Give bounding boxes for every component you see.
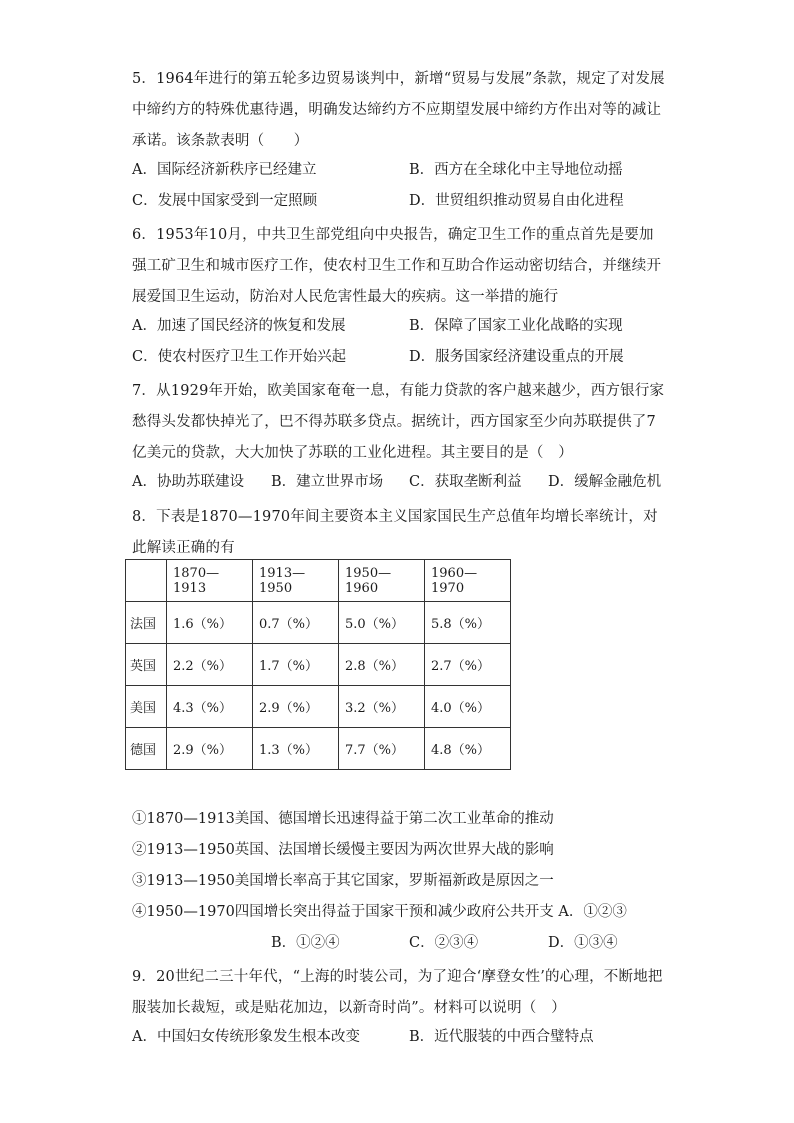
q7-option-d[interactable]: D．缓解金融危机 [548,474,662,490]
table-header-cell: 1870—1913 [167,560,253,602]
table-header-cell: 1913—1950 [253,560,339,602]
table-header-cell: 1950—1960 [339,560,425,602]
question-8-stem: 8．下表是1870—1970年间主要资本主义国家国民生产总值年均增长率统计，对此解读正确的有 [132,509,658,556]
table-row [126,602,511,644]
table-row [126,686,511,728]
q9-option-b[interactable]: B．近代服装的中西合璧特点 [409,1029,594,1045]
table-cell: 2.9（%） [253,686,339,728]
table-header-row [126,560,511,602]
question-6-stem: 6．1953年10月，中共卫生部党组向中央报告，确定卫生工作的重点首先是要加强工矿卫生和城市医疗工作，使农村卫生工作和互助合作运动密切结合，并继续开展爱国卫生运动，防治对人民危害性最大的疾病。这一举措的施行 [132,227,662,305]
table-cell: 2.8（%） [339,644,425,686]
q6-option-d[interactable]: D．服务国家经济建设重点的开展 [409,349,624,365]
table-cell: 7.7（%） [339,728,425,770]
table-header-cell: 1960—1970 [425,560,511,602]
q6-option-b[interactable]: B．保障了国家工业化战略的实现 [409,318,623,334]
table-cell: 0.7（%） [253,602,339,644]
table-cell: 4.0（%） [425,686,511,728]
table-cell: 4.3（%） [167,686,253,728]
q5-option-b[interactable]: B．西方在全球化中主导地位动摇 [409,162,623,178]
question-9-stem: 9．20世纪二三十年代，“上海的时装公司，为了迎合‘摩登女性’的心理，不断地把服装加长裁短，或是贴花加边，以新奇时尚”。材料可以说明（ ） [132,969,663,1016]
q8-statement-4[interactable]: ④1950—1970四国增长突出得益于国家干预和减少政府公共开支 A．①②③ [132,904,627,920]
q7-option-c[interactable]: C．获取垄断利益 [409,474,522,490]
q8-option-b[interactable]: B．①②④ [271,935,340,951]
table-cell: 1.3（%） [253,728,339,770]
q8-statement-2: ②1913—1950英国、法国增长缓慢主要因为两次世界大战的影响 [132,842,554,858]
table-corner-cell [126,560,167,602]
row-country: 美国 [126,686,167,728]
q7-option-b[interactable]: B．建立世界市场 [271,474,384,490]
q8-option-c[interactable]: C．②③④ [409,935,479,951]
table-cell: 5.0（%） [339,602,425,644]
question-5-stem: 5．1964年进行的第五轮多边贸易谈判中，新增“贸易与发展”条款，规定了对发展中缔约方的特殊优惠待遇，明确发达缔约方不应期望发展中缔约方作出对等的减让承诺。该条款表明（ ） [132,71,665,149]
table-row [126,728,511,770]
q5-option-a[interactable]: A．国际经济新秩序已经建立 [132,162,317,178]
question-7-stem: 7．从1929年开始，欧美国家奄奄一息，有能力贷款的客户越来越少，西方银行家愁得头发都快掉光了，巴不得苏联多贷点。据统计，西方国家至少向苏联提供了7亿美元的贷款，大大加快了苏联的工业化进程。其主要目的是（ ） [132,383,665,461]
table-cell: 2.9（%） [167,728,253,770]
q5-option-c[interactable]: C．发展中国家受到一定照顾 [132,193,318,209]
table-cell: 2.2（%） [167,644,253,686]
q7-option-a[interactable]: A．协助苏联建设 [132,474,244,490]
q6-option-c[interactable]: C．使农村医疗卫生工作开始兴起 [132,349,347,365]
q8-option-d[interactable]: D．①③④ [548,935,618,951]
q9-option-a[interactable]: A．中国妇女传统形象发生根本改变 [132,1029,360,1045]
row-country: 法国 [126,602,167,644]
table-cell: 2.7（%） [425,644,511,686]
table-cell: 4.8（%） [425,728,511,770]
table-cell: 1.7（%） [253,644,339,686]
row-country: 德国 [126,728,167,770]
q5-option-d[interactable]: D．世贸组织推动贸易自由化进程 [409,193,624,209]
q8-statement-1: ①1870—1913美国、德国增长迅速得益于第二次工业革命的推动 [132,811,554,827]
table-cell: 1.6（%） [167,602,253,644]
table-row [126,644,511,686]
row-country: 英国 [126,644,167,686]
gnp-growth-table [125,559,511,770]
table-cell: 5.8（%） [425,602,511,644]
q8-statement-3: ③1913—1950美国增长率高于其它国家，罗斯福新政是原因之一 [132,873,554,889]
table-cell: 3.2（%） [339,686,425,728]
q6-option-a[interactable]: A．加速了国民经济的恢复和发展 [132,318,346,334]
